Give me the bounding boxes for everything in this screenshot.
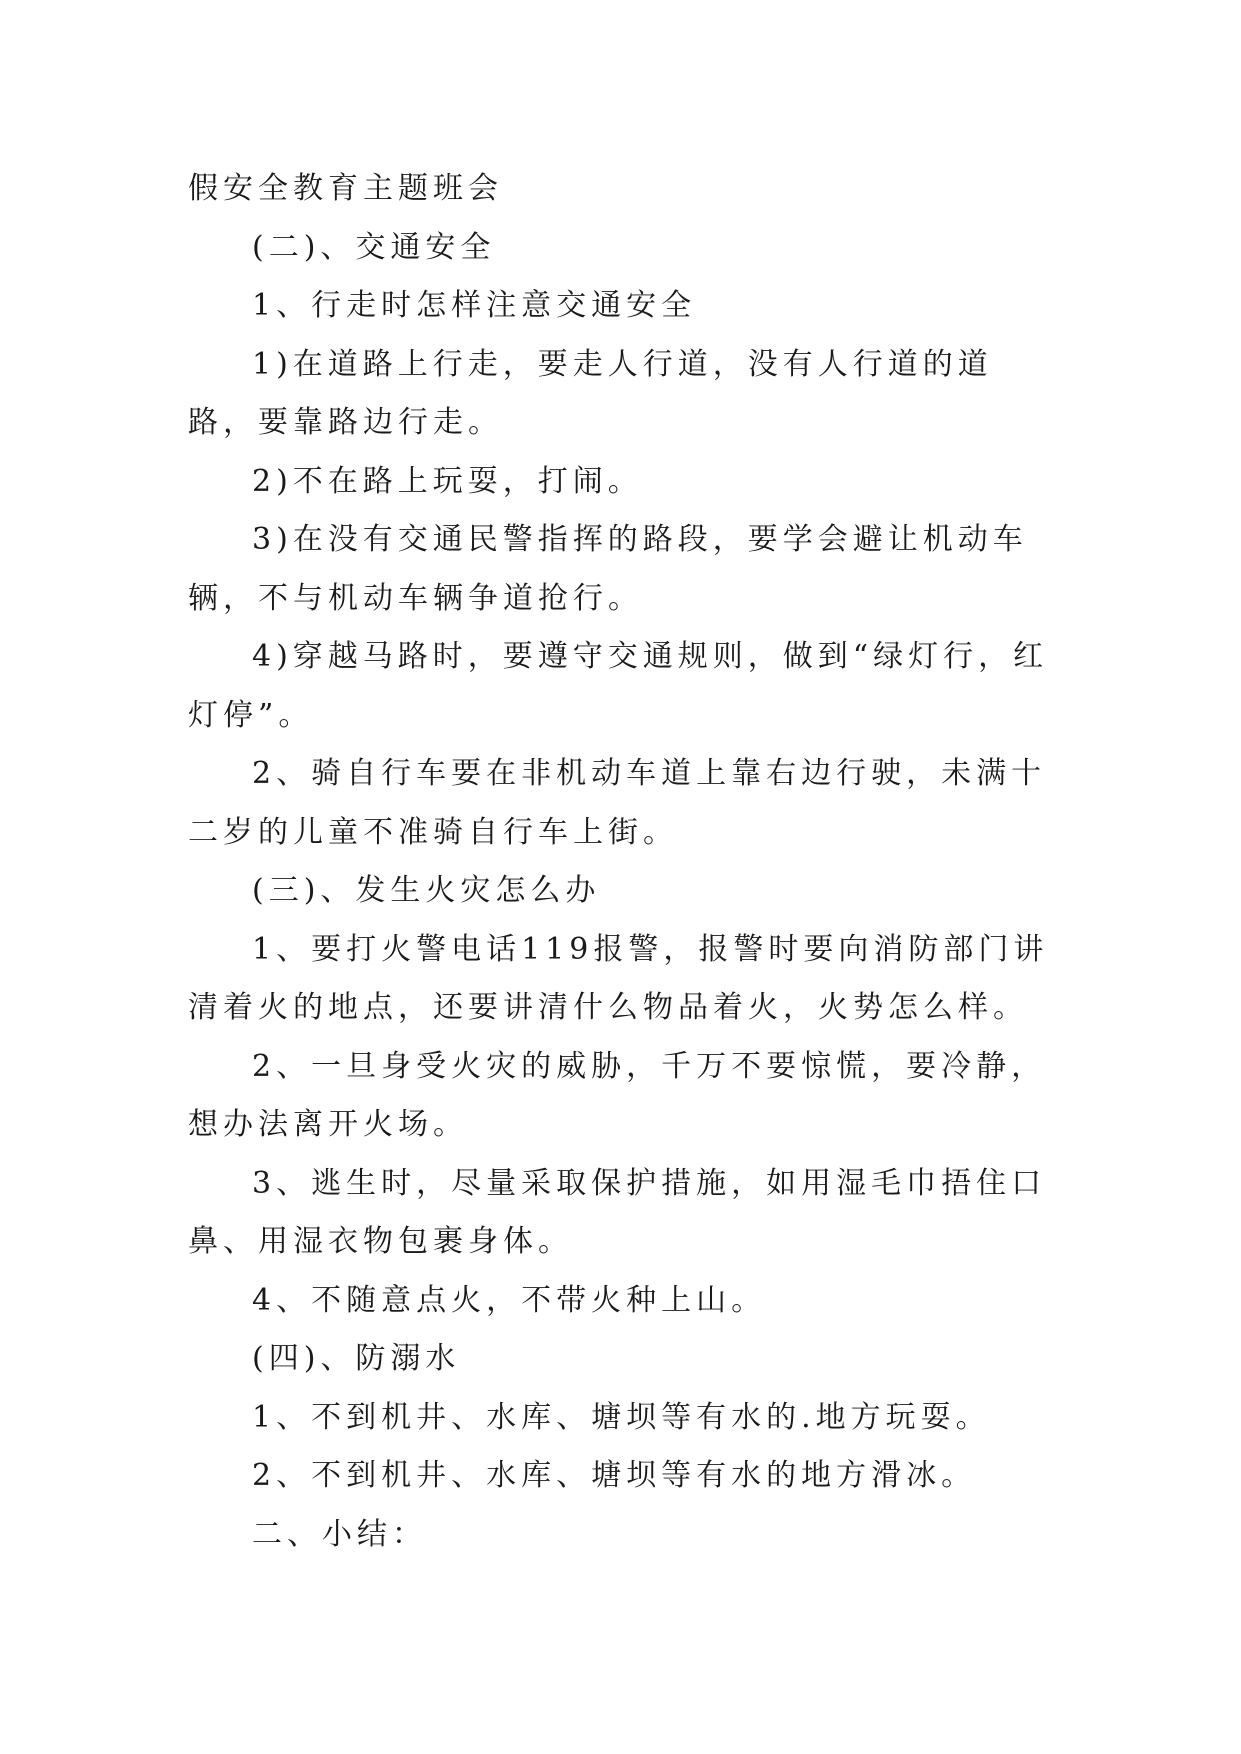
- document-body: [188, 160, 1058, 1564]
- paragraph: 1)在道路上行走，要走人行道，没有人行道的道路，要靠路边行走。: [188, 346, 993, 440]
- paragraph: 2、骑自行车要在非机动车道上靠右边行驶，未满十二岁的儿童不准骑自行车上街。: [188, 756, 1047, 850]
- section-heading-fire: (三)、发生火灾怎么办: [252, 873, 601, 908]
- paragraph: 2)不在路上玩耍，打闹。: [252, 463, 643, 499]
- section-heading-summary: 二、小结：: [252, 1516, 427, 1552]
- paragraph: 3)在没有交通民警指挥的路段，要学会避让机动车辆，不与机动车辆争道抢行。: [188, 522, 1028, 616]
- section-heading-drowning: (四)、防溺水: [252, 1341, 461, 1376]
- paragraph: 1、要打火警电话119报警，报警时要向消防部门讲清着火的地点，还要讲清什么物品着火，火势怎么样。: [188, 931, 1049, 1025]
- paragraph: 1、行走时怎样注意交通安全: [252, 288, 697, 323]
- paragraph: 4)穿越马路时，要遵守交通规则，做到“绿灯行，红灯停”。: [188, 639, 1049, 733]
- paragraph: 1、不到机井、水库、塘坝等有水的.地方玩耍。: [252, 1399, 991, 1435]
- paragraph: 3、逃生时，尽量采取保护措施，如用湿毛巾捂住口鼻、用湿衣物包裹身体。: [188, 1165, 1047, 1259]
- paragraph: 2、不到机井、水库、塘坝等有水的地方滑冰。: [252, 1458, 977, 1493]
- section-heading-traffic: (二)、交通安全: [252, 229, 496, 265]
- paragraph: 假安全教育主题班会: [188, 171, 503, 206]
- paragraph: 2、一旦身受火灾的威胁，千万不要惊慌，要冷静，想办法离开火场。: [188, 1048, 1047, 1142]
- paragraph: 4、不随意点火，不带火种上山。: [252, 1282, 767, 1318]
